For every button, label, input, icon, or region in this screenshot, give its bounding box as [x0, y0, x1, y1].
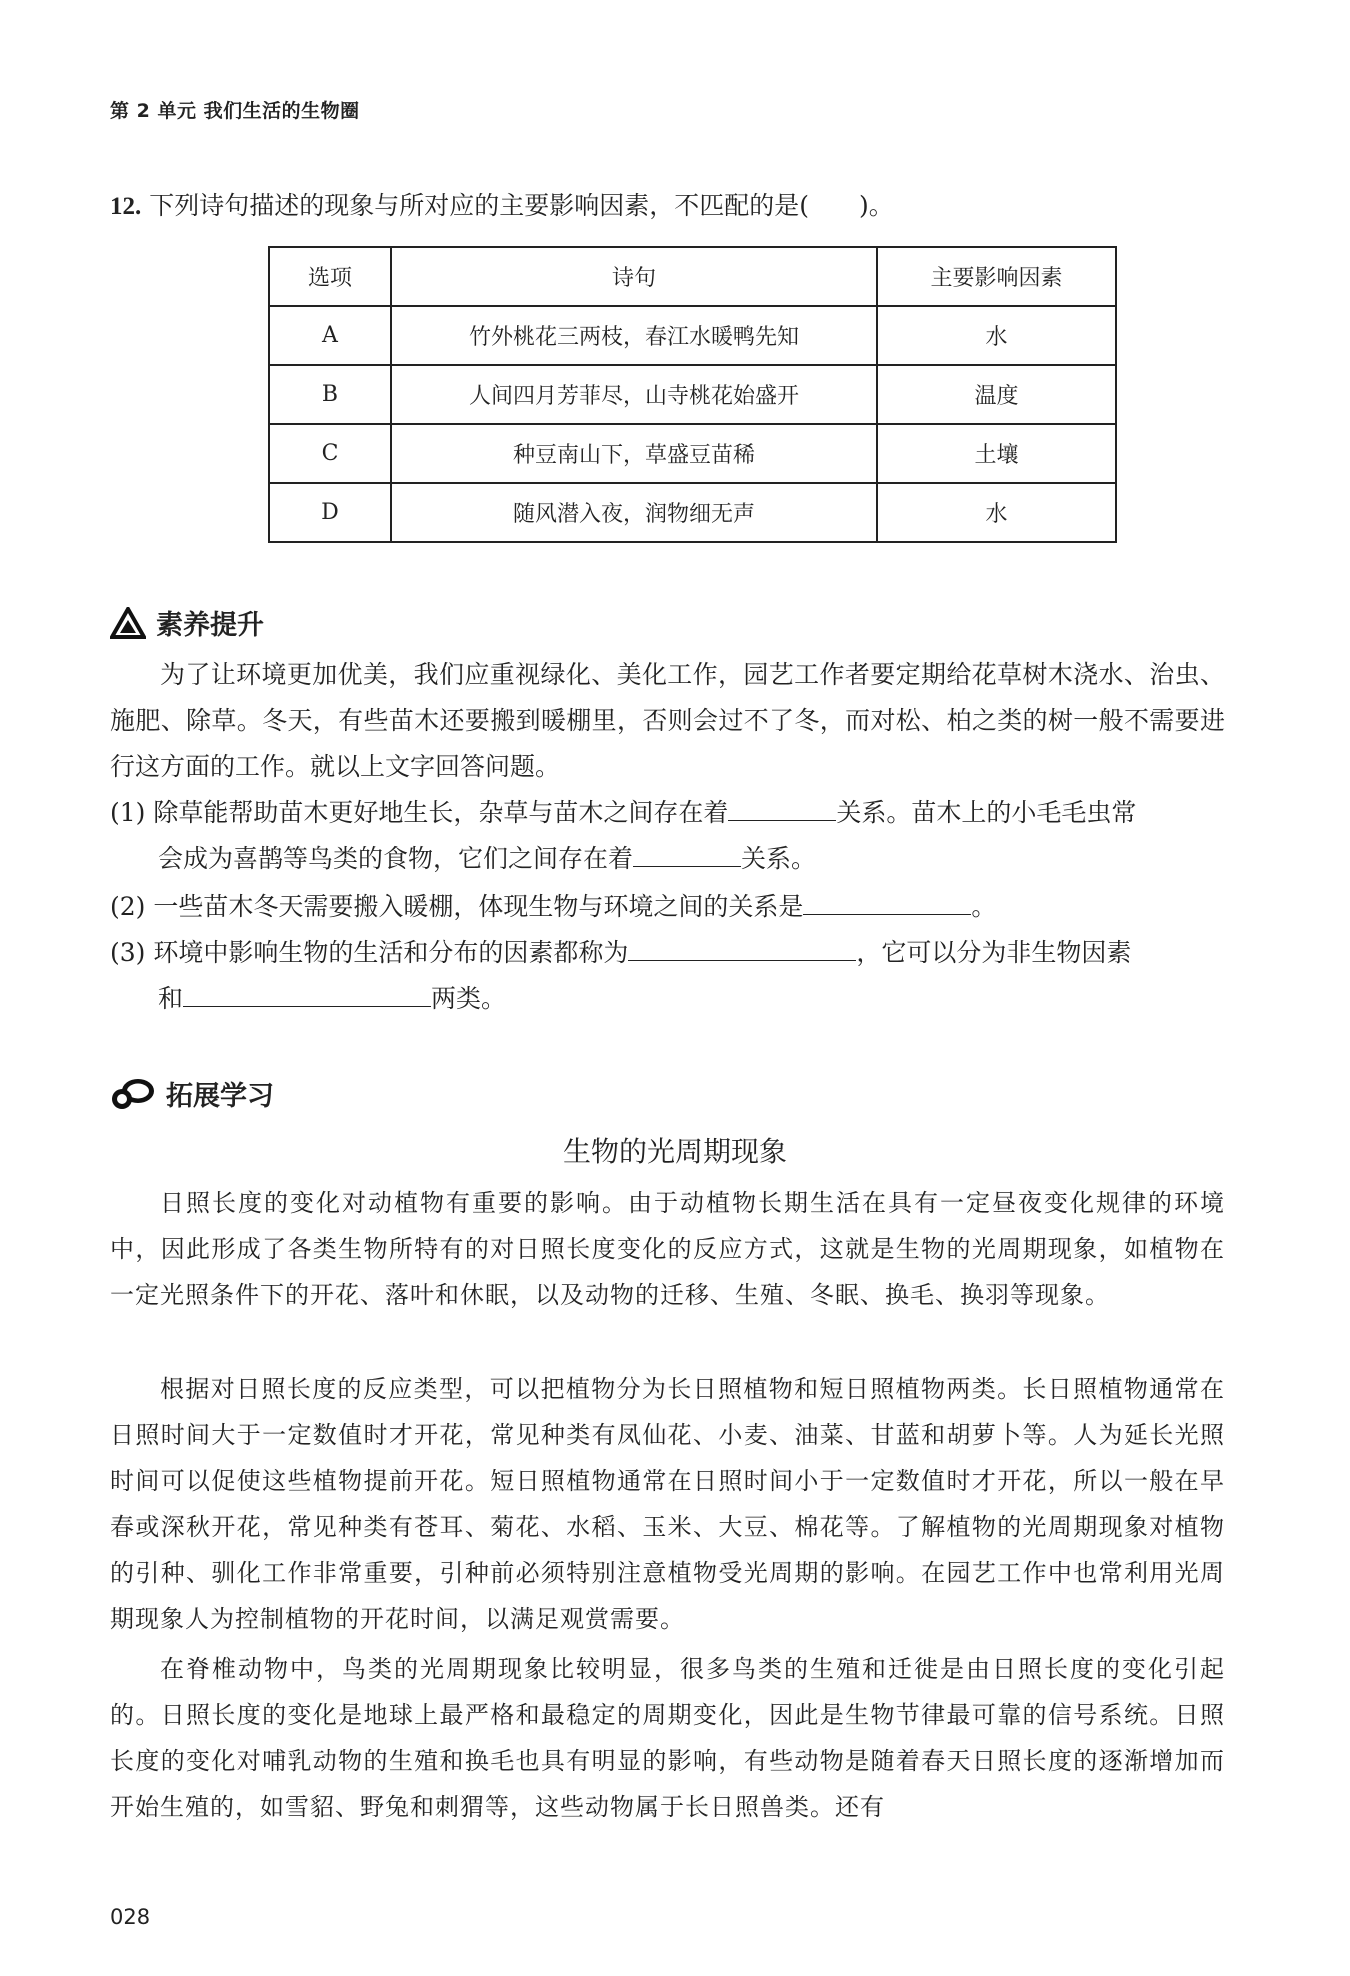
- subquestion-1: [110, 790, 1225, 882]
- table-cell: D: [269, 483, 391, 542]
- q2-text-b: 。: [971, 892, 997, 921]
- q2-text-a: (2) 一些苗木冬天需要搬入暖棚，体现生物与环境之间的关系是: [110, 892, 804, 921]
- table-row: [269, 365, 1116, 424]
- answer-blank[interactable]: [728, 796, 836, 821]
- table-cell: 水: [877, 483, 1116, 542]
- answer-blank[interactable]: [628, 936, 856, 961]
- section-heading-literacy: [110, 603, 264, 642]
- q1-text-a: (1) 除草能帮助苗木更好地生长，杂草与苗木之间存在着: [110, 798, 729, 827]
- q3-text-d: 两类。: [431, 984, 507, 1013]
- article-title: 生物的光周期现象: [562, 1135, 787, 1168]
- table-cell: B: [269, 365, 391, 424]
- question-text: 下列诗句描述的现象与所对应的主要影响因素，不匹配的是( )。: [149, 191, 894, 220]
- article-paragraph: 根据对日照长度的反应类型，可以把植物分为长日照植物和短日照植物两类。长日照植物通常在日照时间大于一定数值时才开花，常见种类有凤仙花、小麦、油菜、甘蓝和胡萝卜等。人为延长光照时间可以促使这些植物提前开花。短日照植物通常在日照时间小于一定数值时才开花，所以一般在早春或深秋开花，常见种类有苍耳、菊花、水稻、玉米、大豆、棉花等。了解植物的光周期现象对植物的引种、驯化工作非常重要，引种前必须特别注意植物受光周期的影响。在园艺工作中也常利用光周期现象人为控制植物的开花时间，以满足观赏需要。: [110, 1375, 1225, 1633]
- section-title: 拓展学习: [166, 1081, 274, 1112]
- subquestion-3: [110, 930, 1225, 1022]
- triangle-icon: [110, 607, 146, 639]
- table-cell: 水: [877, 306, 1116, 365]
- section-heading-extension: [110, 1074, 274, 1113]
- chat-bubbles-icon: [110, 1077, 156, 1111]
- question-12: [110, 186, 894, 222]
- table-header-cell: 主要影响因素: [877, 247, 1116, 306]
- q1-text-d: 关系。: [741, 844, 817, 873]
- section-title: 素养提升: [156, 610, 264, 641]
- table-row: [269, 483, 1116, 542]
- table-header-cell: 诗句: [391, 247, 877, 306]
- article-paragraph: 日照长度的变化对动植物有重要的影响。由于动植物长期生活在具有一定昼夜变化规律的环境中，因此形成了各类生物所特有的对日照长度变化的反应方式，这就是生物的光周期现象，如植物在一定光照条件下的开花、落叶和休眠，以及动物的迁移、生殖、冬眠、换毛、换羽等现象。: [110, 1189, 1225, 1309]
- page-number: 028: [110, 1905, 151, 1929]
- table-row: [269, 306, 1116, 365]
- q1-text-b: 关系。苗木上的小毛毛虫常: [836, 798, 1137, 827]
- article-paragraph: 在脊椎动物中，鸟类的光周期现象比较明显，很多鸟类的生殖和迁徙是由日照长度的变化引起的。日照长度的变化是地球上最严格和最稳定的周期变化，因此是生物节律最可靠的信号系统。日照长度的变化对哺乳动物的生殖和换毛也具有明显的影响，有些动物是随着春天日照长度的逐渐增加而开始生殖的，如雪貂、野兔和刺猬等，这些动物属于长日照兽类。还有: [110, 1655, 1225, 1821]
- table-cell: 种豆南山下，草盛豆苗稀: [391, 424, 877, 483]
- table-header-row: [269, 247, 1116, 306]
- q1-text-c: 会成为喜鹊等鸟类的食物，它们之间存在着: [158, 844, 634, 873]
- table-row: [269, 424, 1116, 483]
- q3-text-c: 和: [158, 984, 184, 1013]
- table-header-cell: 选项: [269, 247, 391, 306]
- section-intro: 为了让环境更加优美，我们应重视绿化、美化工作，园艺工作者要定期给花草树木浇水、治虫、施肥、除草。冬天，有些苗木还要搬到暖棚里，否则会过不了冬，而对松、柏之类的树一般不需要进行这方面的工作。就以上文字回答问题。: [110, 660, 1225, 781]
- table-cell: C: [269, 424, 391, 483]
- subquestion-2: [110, 884, 1225, 930]
- q3-text-b: ，它可以分为非生物因素: [856, 938, 1132, 967]
- question-number: 12.: [110, 193, 142, 220]
- unit-header: 第 2 单元 我们生活的生物圈: [110, 100, 360, 122]
- answer-blank[interactable]: [633, 842, 741, 867]
- answer-blank[interactable]: [183, 982, 431, 1007]
- q3-text-a: (3) 环境中影响生物的生活和分布的因素都称为: [110, 938, 629, 967]
- options-table: [268, 246, 1117, 543]
- table-cell: 随风潜入夜，润物细无声: [391, 483, 877, 542]
- answer-blank[interactable]: [803, 890, 971, 915]
- table-cell: 竹外桃花三两枝，春江水暖鸭先知: [391, 306, 877, 365]
- table-cell: 温度: [877, 365, 1116, 424]
- table-cell: A: [269, 306, 391, 365]
- table-cell: 人间四月芳菲尽，山寺桃花始盛开: [391, 365, 877, 424]
- table-cell: 土壤: [877, 424, 1116, 483]
